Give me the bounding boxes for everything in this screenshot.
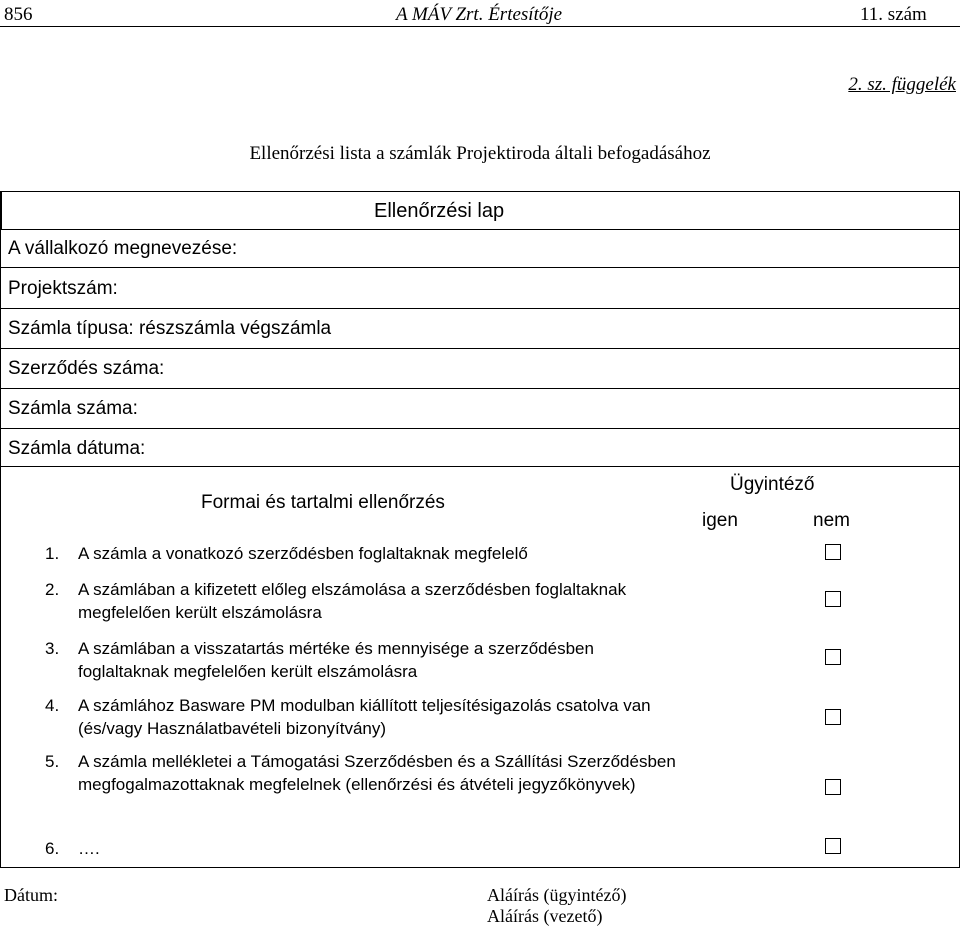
issue-number: 11. szám [860, 4, 927, 25]
row-divider [1, 267, 959, 268]
header-rule [0, 26, 960, 27]
yes-column-header: igen [702, 510, 738, 531]
item-number: 2. [45, 580, 60, 599]
invoice-type-field: Számla típusa: részszámla végszámla [8, 318, 332, 339]
checkbox[interactable] [825, 838, 841, 854]
signature-clerk: Aláírás (ügyintéző) [487, 885, 627, 905]
checklist-form [0, 191, 960, 868]
item-number: 3. [45, 639, 60, 658]
row-divider [1, 229, 959, 230]
no-column-header: nem [813, 510, 850, 531]
invoice-number-field: Számla száma: [8, 398, 138, 419]
document-title: Ellenőrzési lista a számlák Projektiroda általi befogadásához [249, 143, 711, 164]
signature-manager: Aláírás (vezető) [487, 906, 603, 926]
project-number-field: Projektszám: [8, 278, 118, 299]
checkbox[interactable] [825, 709, 841, 725]
item-number: 1. [45, 544, 60, 563]
item-number: 6. [45, 839, 60, 858]
section-title: Formai és tartalmi ellenőrzés [201, 492, 445, 513]
checkbox[interactable] [825, 544, 841, 560]
row-divider [1, 466, 959, 467]
journal-title: A MÁV Zrt. Értesítője [396, 4, 563, 25]
left-border [1, 192, 2, 229]
reviewer-header: Ügyintéző [730, 474, 815, 495]
running-header [0, 0, 960, 30]
item-text: A számlában a visszatartás mértéke és mennyisége a szerződésben foglaltaknak megfelelően került elszámolásra [78, 639, 594, 681]
item-text: A számlához Basware PM modulban kiállított teljesítésigazolás csatolva van (és/vagy Használatbavételi bizonyítvány) [78, 696, 651, 738]
item-text: A számla a vonatkozó szerződésben foglaltaknak megfelelő [78, 544, 528, 563]
checkbox[interactable] [825, 649, 841, 665]
invoice-date-field: Számla dátuma: [8, 438, 146, 459]
checkbox[interactable] [825, 591, 841, 607]
contractor-name-field: A vállalkozó megnevezése: [8, 238, 238, 259]
page-number: 856 [4, 4, 33, 25]
appendix-label: 2. sz. függelék [848, 74, 956, 95]
row-divider [1, 428, 959, 429]
item-text: A számlában a kifizetett előleg elszámolása a szerződésben foglaltaknak megfelelően került elszámolásra [78, 580, 627, 622]
item-number: 4. [45, 696, 60, 715]
row-divider [1, 308, 959, 309]
item-text: A számla mellékletei a Támogatási Szerződésben és a Szállítási Szerződésben megfogalmazottaknak megfelelnek (ellenőrzési és átvételi jegyzőkönyvek) [78, 752, 676, 794]
contract-number-field: Szerződés száma: [8, 358, 165, 379]
date-label: Dátum: [4, 885, 58, 905]
row-divider [1, 348, 959, 349]
form-title: Ellenőrzési lap [374, 200, 505, 222]
item-text: …. [78, 839, 100, 858]
row-divider [1, 388, 959, 389]
item-number: 5. [45, 752, 60, 771]
checkbox[interactable] [825, 779, 841, 795]
